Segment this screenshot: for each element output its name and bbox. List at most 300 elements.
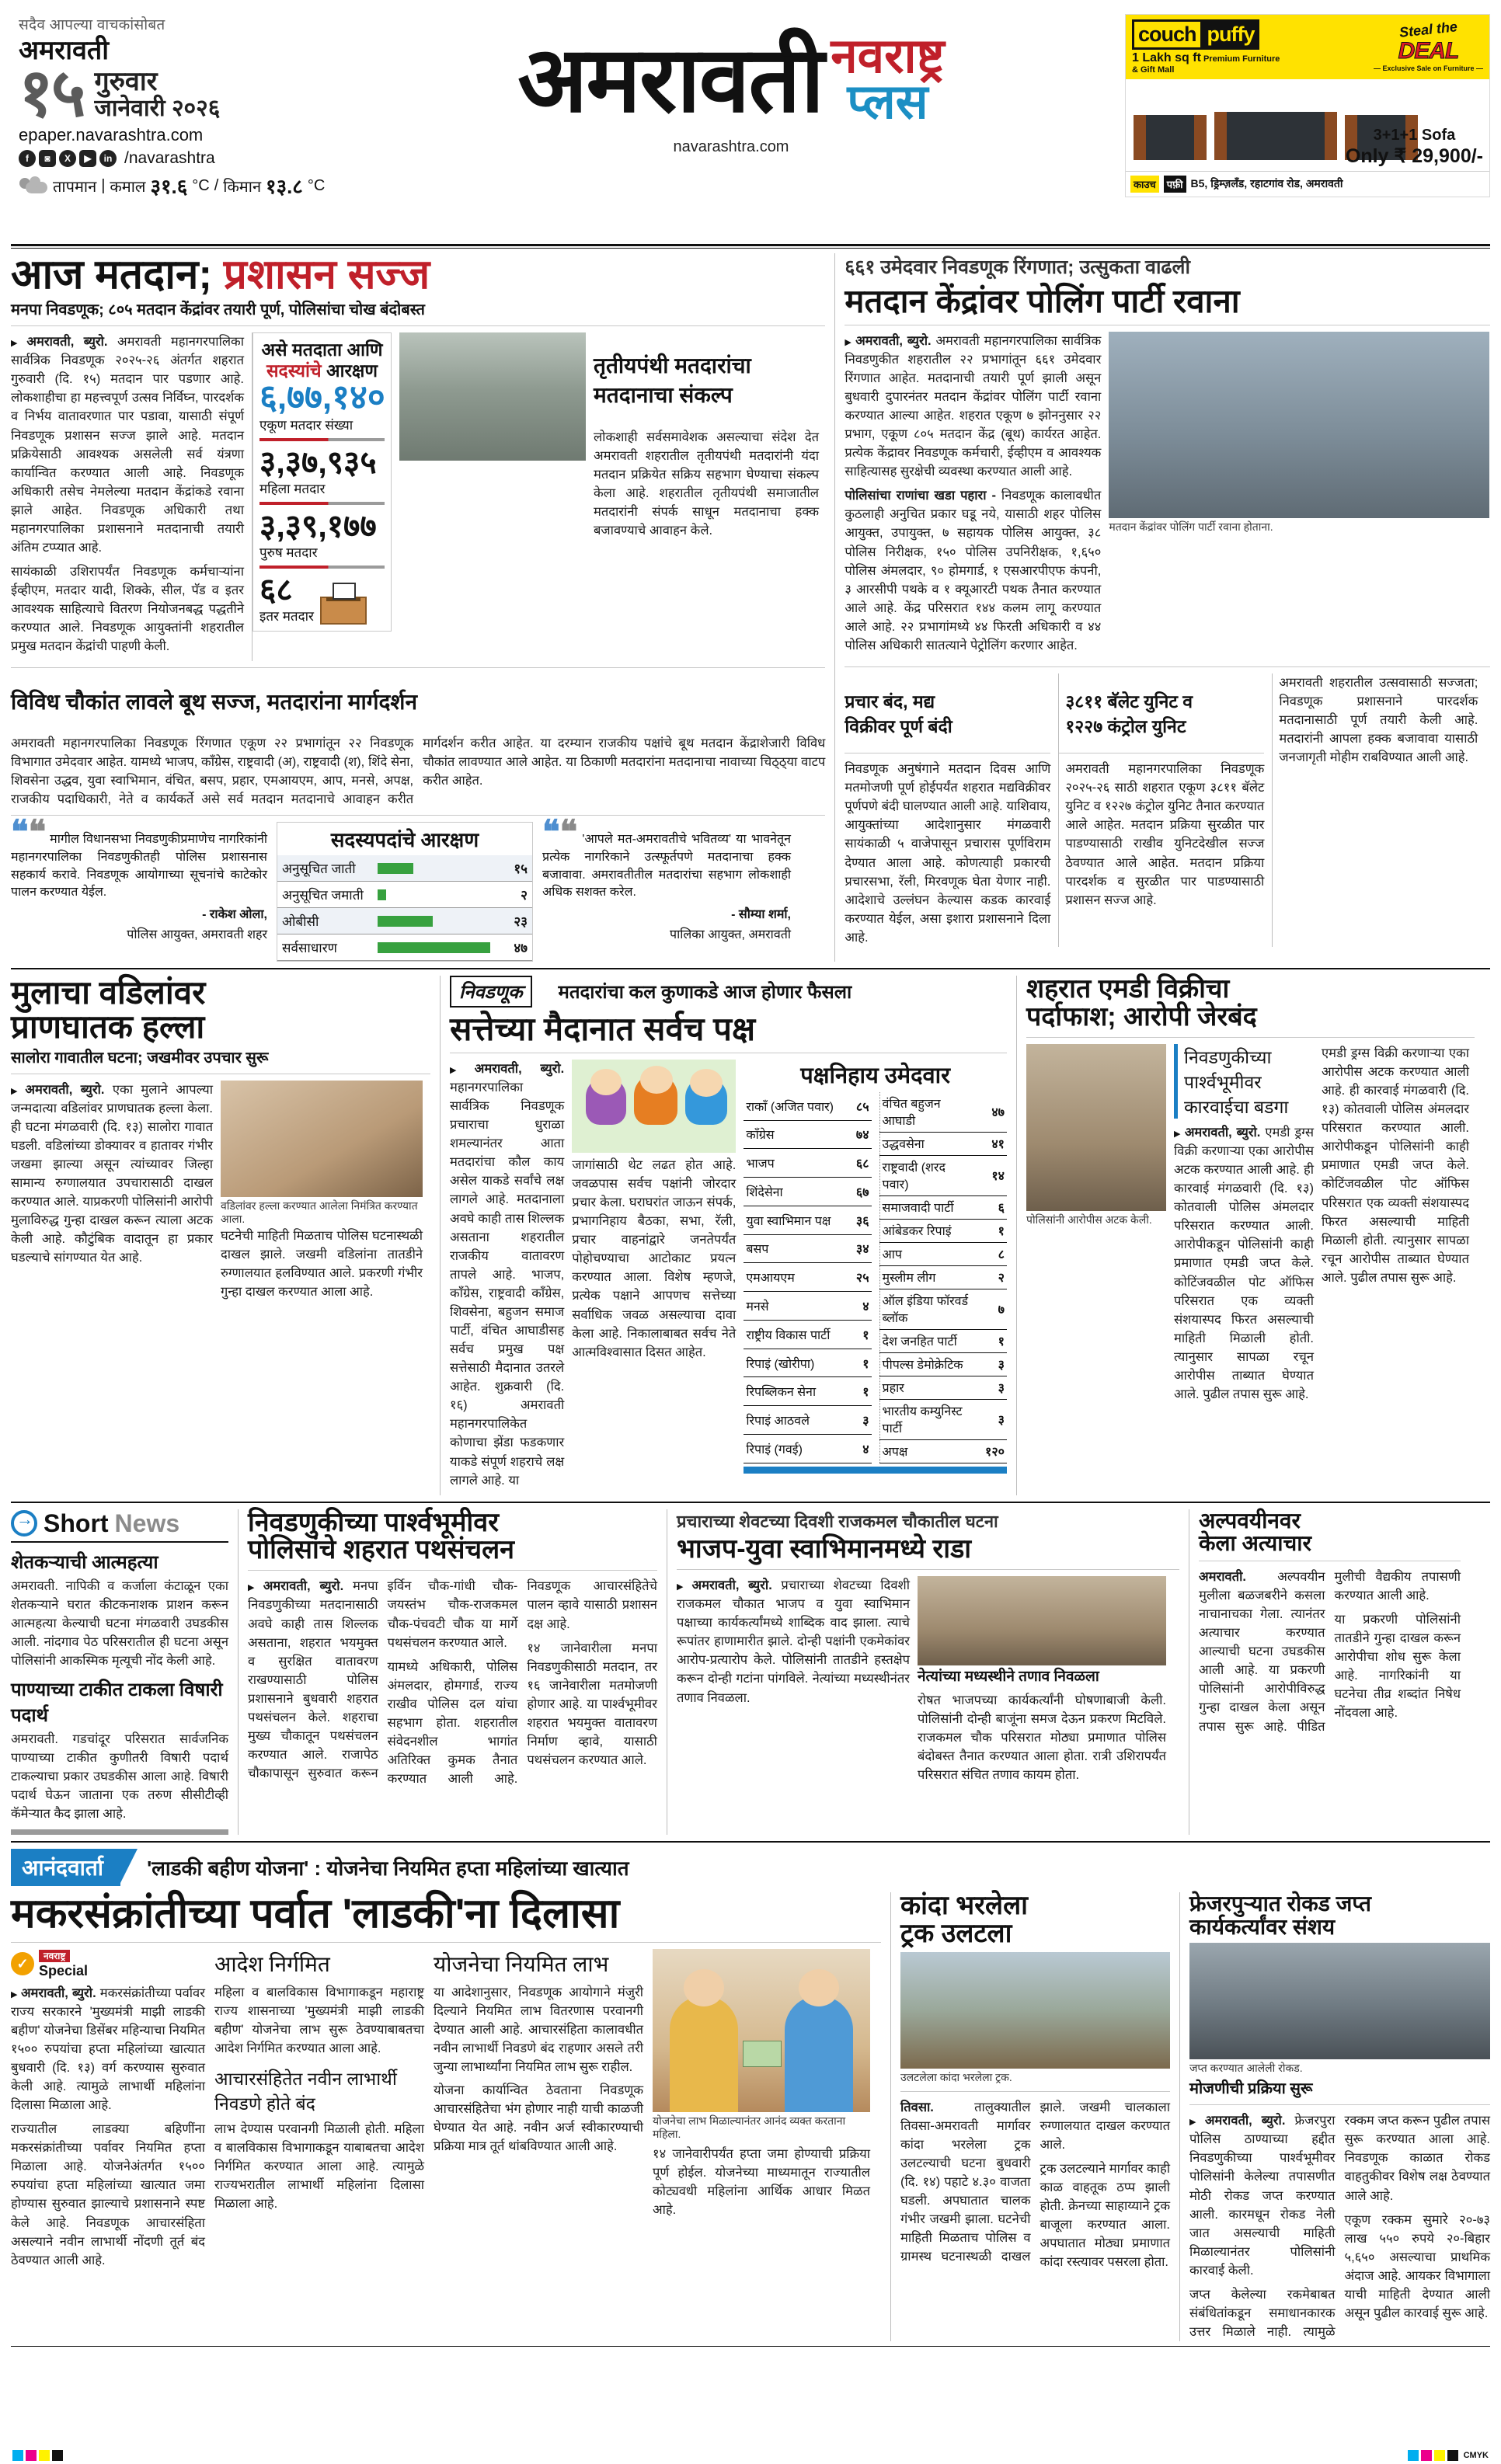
party-name: युवा स्वाभिमान पक्ष xyxy=(744,1206,838,1234)
page-bottom-rule xyxy=(11,2346,1490,2347)
evm-units-body: अमरावती महानगरपालिका निवडणूक २०२५-२६ साठी शहरात एकूण ३८११ बॅलेट युनिट व १२२७ कंट्रोल युनिट तैनात करण्यात आले आहेत. मतदान प्रक्रिया सुरळीत पार पाडण्यासाठी राखीव युनिटदेखील सज्ज ठेवण्यात आले आहेत. मतदान प्रक्रिया पारदर्शक व सुरळीत पार पाडण्यासाठी प्रशासन सज्ज आहे. xyxy=(1065,762,1265,907)
party-name: पीपल्स डेमोक्रेटिक xyxy=(879,1352,974,1376)
party-table-right xyxy=(879,1092,1007,1463)
party-row xyxy=(879,1195,1007,1219)
badge-text: Special xyxy=(39,1962,89,1979)
stat-label-male: पुरुष मतदार xyxy=(259,545,318,560)
reservation-row xyxy=(277,882,532,908)
badge-brand: नवराष्ट्र xyxy=(39,1950,70,1962)
stat-label-other: इतर मतदार xyxy=(259,608,314,624)
onion-headline-l1: कांदा भरलेला xyxy=(900,1891,1028,1921)
ad-brand-couch: couch xyxy=(1132,19,1203,50)
party-row xyxy=(879,1132,1007,1155)
stat-divider-0 xyxy=(259,438,385,441)
party-name: अपक्ष xyxy=(879,1439,974,1463)
party-row xyxy=(744,1092,871,1120)
minor-headline xyxy=(1199,1509,1461,1554)
x-icon[interactable]: X xyxy=(59,150,76,167)
party-name: राष्ट्रीय विकास पार्टी xyxy=(744,1320,838,1349)
cmyk-magenta xyxy=(26,2450,37,2461)
cash-seized-story xyxy=(1179,1892,1490,2341)
party-name: देश जनहित पार्टी xyxy=(879,1329,974,1352)
party-name: भारतीय कम्युनिस्ट पार्टी xyxy=(879,1399,974,1439)
stat-row-2 xyxy=(259,507,385,561)
temp-unit-max: °C xyxy=(192,176,210,194)
quote-mark-icon: ❝❝ xyxy=(11,813,47,851)
md-headline-l1: शहरात एमडी विक्रीचा xyxy=(1026,974,1230,1004)
reservation-chart xyxy=(277,822,533,962)
stat-row-0 xyxy=(259,378,385,433)
bjp-clash-subhead: नेत्यांच्या मध्यस्थीने तणाव निवळला xyxy=(918,1669,1099,1686)
party-row xyxy=(879,1376,1007,1399)
party-table-rule xyxy=(744,1467,1007,1474)
party-row xyxy=(744,1120,871,1149)
attack-text xyxy=(11,1081,213,1301)
temp-min-value: १३.८ xyxy=(266,175,303,199)
cmyk-marks-left xyxy=(12,2450,63,2461)
ad-offer-line2: Only ₹ 29,900/- xyxy=(1345,144,1483,167)
evm-headline-l1: ३८११ बॅलेट युनिट व xyxy=(1065,691,1193,712)
ballot-box-icon xyxy=(320,581,367,625)
party-row xyxy=(744,1377,871,1406)
party-table-block xyxy=(744,1060,1007,1495)
stat-value-male: ३,३९,१७७ xyxy=(259,507,377,544)
attack-photo-col xyxy=(221,1081,423,1301)
second-band xyxy=(11,976,1490,1495)
party-row xyxy=(744,1434,871,1463)
election-cartoon-col xyxy=(572,1060,736,1495)
onion-headline-l2: ट्रक उलटला xyxy=(900,1918,1012,1948)
party-row xyxy=(879,1219,1007,1242)
lead-body: अमरावती महानगरपालिका सार्वत्रिक निवडणूक २०२५-२६ अंतर्गत शहरात गुरुवारी (दि. १५) मतदान पार पडणार आहे. लोकशाहीचा हा महत्त्वपूर्ण उत्सव निर्विघ्न, पारदर्शक व निर्भय वातावरणात पार पडावा, यासाठी संपूर्ण निवडणूक प्रशासन सज्ज झाले आहे. मतदान प्रक्रियेसाठी आवश्यक असलेली सर्व यंत्रणा कार्यान्वित करण्यात आली आहे. निवडणूक अधिकारी तसेच नेमलेल्या मतदान केंद्रांकडे रवाना झाले आहेत. निवडणूक अधिकारी तथा महानगरपालिका प्रशासनाने मतदानाची तयारी अंतिम टप्प्यात आहे. xyxy=(11,335,244,555)
date-day: १५ xyxy=(19,56,84,131)
cash-headline xyxy=(1189,1892,1490,1937)
cash-body-2: जप्त केलेल्या रकमेबाबत संबंधितांकडून समाधानकारक उत्तर मिळाले नाही. त्यामुळे रक्कम जप्त करून पुढील तपास सुरू करण्यात आला आहे. निवडणूक काळात रोकड वाहतुकीवर विशेष लक्ष ठेवण्यात आले आहे. xyxy=(1189,2114,1490,2340)
temp-min-label: किमान xyxy=(223,178,262,196)
party-candidate-count: १ xyxy=(974,1329,1007,1352)
party-name: प्रहार xyxy=(879,1376,974,1399)
party-row xyxy=(744,1320,871,1349)
police-march-headline-l1: निवडणुकीच्या पार्श्वभूमीवर xyxy=(248,1507,500,1537)
short-news-rule xyxy=(11,1829,228,1835)
reservation-bar-gen xyxy=(378,942,490,953)
polling-party-story xyxy=(834,253,1490,962)
reservation-bar-obc xyxy=(378,916,433,927)
party-name: आप xyxy=(879,1242,974,1265)
attack-body-2: घटनेची माहिती मिळताच पोलिस घटनास्थळी दाखल झाले. जखमी वडिलांना तातडीने रुग्णालयात हलविण्यात आले. प्रकरणी गंभीर गुन्हा दाखल करण्यात आला आहे. xyxy=(221,1228,423,1299)
stats-title-l2-red: सदस्यांचे xyxy=(266,360,322,381)
police-march-story xyxy=(238,1509,657,1836)
party-row xyxy=(744,1349,871,1377)
booth-body: अमरावती महानगरपालिका निवडणूक रिंगणात एकूण २२ प्रभागांतून २२ निवडणूक विभागात उमेदवार आहेत. यामध्ये भाजप, काँग्रेस, राष्ट्रवादी (अ), राष्ट्रवादी (श), शिंदे सेना, शिवसेना उद्धव, युवा स्वाभिमान, वंचित, बसप, प्रहार, एमआयएम, आप, मनसे, अपक्ष, राजकीय पदाधिकारी, नेते व कार्यकर्ते असे सर्व मतदान मतदानाचे आवाहन करीत मार्गदर्शन करीत आहेत. या दरम्यान राजकीय पक्षांचे बूथ मतदान केंद्राशेजारी विविध चौकांत लावण्यात आले आहेत. या ठिकाणी मतदारांना मतदानाचा नावाच्या चिठ्ठ्या वाटप करीत आहेत. xyxy=(11,736,826,807)
politicians-cartoon xyxy=(572,1060,736,1153)
onion-headline xyxy=(900,1892,1170,1947)
party-name: मनसे xyxy=(744,1292,838,1321)
bjp-clash-story xyxy=(667,1509,1179,1836)
short-news-header xyxy=(11,1509,228,1543)
evm-headline-l2: १२२७ कंट्रोल युनिट xyxy=(1065,716,1186,737)
party-candidate-count: ८ xyxy=(974,1242,1007,1265)
polling-photo xyxy=(1109,332,1489,518)
ladki-photo-col xyxy=(653,1949,870,2275)
date-month-year: जानेवारी २०२६ xyxy=(94,95,221,121)
lead-photo-voters xyxy=(399,332,586,461)
onion-body: तालुक्यातील तिवसा-अमरावती मार्गावर कांदा भरलेला ट्रक उलटल्याची घटना बुधवारी (दि. १४) पहाटे ४.३० वाजता घडली. अपघातात चालक गंभीर जखमी झाला. घटनेची माहिती मिळताच पोलिस व ग्रामस्थ घटनास्थळी दाखल झाले. जखमी चालकाला रुग्णालयात दाखल करण्यात आले. xyxy=(900,2100,1170,2264)
cmyk-yellow xyxy=(39,2450,50,2461)
reservation-title: सदस्यपदांचे आरक्षण xyxy=(330,828,479,852)
party-name: काँग्रेस xyxy=(744,1120,838,1149)
party-table xyxy=(744,1092,1007,1463)
party-candidate-count: ४७ xyxy=(974,1092,1007,1133)
edition-city: अमरावती xyxy=(19,36,110,65)
party-name: भाजप xyxy=(744,1149,838,1178)
reservation-value-obc: २३ xyxy=(495,908,532,934)
social-handle: /navarashtra xyxy=(124,149,215,168)
cash-headline-l2: कार्यकर्त्यांवर संशय xyxy=(1189,1914,1336,1939)
party-row xyxy=(879,1439,1007,1463)
short-news-arrow-icon xyxy=(11,1510,37,1537)
md-photo-caption: पोलिसांनी आरोपीस अटक केली. xyxy=(1026,1213,1152,1226)
cash-photo-caption: जप्त करण्यात आलेली रोकड. xyxy=(1189,2061,1303,2074)
police-march-body-3: १४ जानेवारीला मनपा निवडणुकीसाठी मतदान, तर १६ जानेवारीला मतमोजणी होणार आहे. या पार्श्वभूमीवर शहरात भयमुक्त वातावरण निर्माण व्हावे, यासाठी पथसंचलन करण्यात आले. xyxy=(527,1641,657,1768)
party-row xyxy=(744,1149,871,1178)
social-links[interactable] xyxy=(19,149,337,168)
website-link[interactable]: navarashtra.com xyxy=(673,137,789,155)
cmyk-black xyxy=(52,2450,63,2461)
evm-units-story xyxy=(1058,673,1264,947)
bjp-clash-body-2: रोषत भाजपच्या कार्यकर्त्यांनी घोषणाबाजी केली. पोलिसांनी दोन्ही बाजूंना समज देऊन प्रकरण मिटविले. राजकमल चौक परिसरात मोठ्या प्रमाणात पोलिस बंदोबस्त तैनात करण्यात आला होता. रात्री उशिरापर्यंत परिसरात संचित तणाव कायम होता. xyxy=(918,1693,1166,1783)
md-body: एमडी ड्रग्स विक्री करणाऱ्या एका आरोपीस अटक करण्यात आली आहे. ही कारवाई मंगळवारी (दि. १३) कोतवाली पोलिस अंमलदार परिसरात करण्यात आली. आरोपीकडून पोलिसांनी काही प्रमाणात एमडी जप्त केले. कोटिंजवळील पोट ऑफिस परिसरात एक व्यक्ती संशयास्पद फिरत असल्याची माहिती मिळाली होती. त्यानुसार सापळा रचून आरोपीस ताब्यात घेण्यात आले. पुढील तपास सुरू आहे. xyxy=(1174,1125,1314,1402)
party-candidate-count: १ xyxy=(839,1320,872,1349)
stat-label-total: एकूण मतदार संख्या xyxy=(259,417,353,433)
party-row xyxy=(744,1178,871,1206)
md-photo xyxy=(1026,1044,1166,1211)
police-march-headline-l2: पोलिसांचे शहरात पथसंचलन xyxy=(248,1535,515,1565)
ad-steal-deal xyxy=(1373,18,1483,72)
short-news-block xyxy=(11,1509,228,1836)
polling-photo-caption: मतदान केंद्रांवर पोलिंग पार्टी रवाना होताना. xyxy=(1109,520,1273,533)
logo-main-title: अमरावती xyxy=(517,28,824,131)
ad-tagline-1: Premium Furniture xyxy=(1203,54,1280,64)
stat-value-other: ६८ xyxy=(259,571,293,607)
party-name: रिपब्लिकन सेना xyxy=(744,1377,838,1406)
party-candidate-count: ७४ xyxy=(839,1120,872,1149)
md-body-extra xyxy=(1322,1044,1469,1409)
short-news-title1: Short xyxy=(44,1509,109,1537)
bjp-clash-kicker: प्रचाराच्या शेवटच्या दिवशी राजकमल चौकातील घटना xyxy=(677,1511,998,1531)
party-candidate-count: २५ xyxy=(839,1263,872,1292)
bjp-clash-photo xyxy=(918,1576,1166,1665)
minor-headline-l2: केला अत्याचार xyxy=(1199,1530,1312,1555)
ad-steal-line3: — Exclusive Sale on Furniture — xyxy=(1373,64,1483,72)
ladki-photo-caption: योजनेचा लाभ मिळाल्यानंतर आनंद व्यक्त करताना महिला. xyxy=(653,2114,846,2141)
lead-photo-col xyxy=(399,332,586,661)
party-row xyxy=(879,1265,1007,1289)
md-sale-story xyxy=(1016,976,1475,1495)
lead-story xyxy=(11,253,825,962)
party-candidate-count: १ xyxy=(839,1349,872,1377)
stat-divider-1 xyxy=(259,502,385,505)
party-row xyxy=(879,1329,1007,1352)
party-candidate-count: २ xyxy=(974,1265,1007,1289)
election-kicker: मतदारांचा कल कुणाकडे आज होणार फैसला xyxy=(558,982,852,1004)
masthead-advertisement[interactable] xyxy=(1125,14,1490,197)
ladki-photo xyxy=(653,1949,870,2112)
reservation-label-sc: अनुसूचित जाती xyxy=(277,855,373,882)
section-flag-election: निवडणूक xyxy=(450,976,532,1008)
ladki-headline: मकरसंक्रांतीच्या पर्वात 'लाडकी'ना दिलासा xyxy=(11,1891,620,1937)
lead-headline xyxy=(11,253,825,296)
party-candidate-count: ४१ xyxy=(974,1132,1007,1155)
party-candidate-count: १ xyxy=(974,1219,1007,1242)
md-headline xyxy=(1026,976,1475,1031)
masthead-date-block xyxy=(11,14,337,200)
lead-subhead: मनपा निवडणूक; ८०५ मतदान केंद्रांवर तयारी पूर्ण, पोलिसांचा चोख बंदोबस्त xyxy=(11,301,425,319)
stat-value-female: ३,३७,९३५ xyxy=(259,444,377,480)
minor-assault-story xyxy=(1189,1509,1461,1836)
stat-divider-2 xyxy=(259,566,385,569)
party-candidate-count: १४ xyxy=(974,1155,1007,1195)
linkedin-icon[interactable]: in xyxy=(99,150,117,167)
attack-body: एका मुलाने आपल्या जन्मदात्या वडिलांवर प्राणघातक हल्ला केला. ही घटना मंगळवारी (दि. १३) सालोरा गावात घडली. वडिलांच्या डोक्यावर व हातावर गंभीर जखमा झाल्या असून त्यांच्यावर जिल्हा सामान्य रुग्णालयात उपचारासाठी दाखल करण्यात आले. याप्रकरणी पोलिसांनी आरोपी मुलाविरुद्ध गुन्हा दाखल करून त्याला अटक केली आहे. कौटुंबिक वादातून हा प्रकार घडल्याचे सांगण्यात येत आहे. xyxy=(11,1082,213,1265)
police-march-body-2: यामध्ये अधिकारी, पोलिस अंमलदार, होमगार्ड, राज्य राखीव पोलिस दल यांचा सहभाग होता. शहरातील संवेदनशील भागांत अतिरिक्त कुमक तैनात करण्यात आली आहे. निवडणूक आचारसंहितेचे पालन व्हावे यासाठी प्रशासन दक्ष आहे. xyxy=(387,1579,657,1787)
attack-photo xyxy=(221,1081,423,1197)
party-table-left xyxy=(744,1092,871,1463)
bottom-band xyxy=(11,1892,1490,2341)
instagram-icon[interactable]: ◙ xyxy=(39,150,56,167)
attack-headline-l1: मुलाचा वडिलांवर xyxy=(11,974,206,1011)
reservation-bar-sc xyxy=(378,863,414,874)
liquor-ban-headline xyxy=(845,688,1050,738)
third-gender-headline-l2: मतदानाचा संकल्प xyxy=(594,383,733,408)
epaper-link[interactable]: epaper.navarashtra.com xyxy=(19,125,204,145)
quote-police-text: मागील विधानसभा निवडणुकीप्रमाणेच नागरिकांनी महानगरपालिका निवडणुकीतही पोलिस प्रशासनास सहकार्य करावे. निवडणूक आयोगाच्या सूचनांचे काटेकोर पालन करण्यात येईल. xyxy=(11,833,267,900)
quote-commissioner-designation: पालिका आयुक्त, अमरावती xyxy=(670,928,791,942)
ad-address: B5, ड्रिम्ज़लँड, रहाटगांव रोड, अमरावती xyxy=(1190,177,1343,190)
election-body-2: जागांसाठी थेट लढत होत आहे. जवळपास सर्वच पक्षांनी जोरदार प्रचार केला. घराघरांत जाऊन संपर्क, प्रभागनिहाय बैठका, सभा, रॅली, प्रचार वाहनांद्वारे जनतेपर्यंत पोहोचण्याचा आटोकाट प्रयत्न करण्यात आला. विशेष म्हणजे, प्रत्येक पक्षाने आपणच सत्तेच्या सर्वाधिक जवळ असल्याचा दावा केला आहे. निकालाबाबत सर्वच नेते आत्मविश्वासात दिसत आहेत. xyxy=(572,1157,737,1359)
onion-byline: तिवसा. xyxy=(900,2100,934,2114)
cash-photo xyxy=(1189,1943,1490,2059)
party-name: शिंदेसेना xyxy=(744,1178,838,1206)
minor-body: अल्पवयीन मुलीला बळजबरीने कसला नाचानाचका गेला. त्यानंतर अत्याचार करण्यात आल्याची घटना उघडकीस आली आहे. या प्रकरणी पोलिसांनी आरोपीविरुद्ध गुन्हा दाखल केला असून तपास सुरू आहे. पीडित मुलीची वैद्यकीय तपासणी करण्यात आली आहे. xyxy=(1199,1569,1461,1734)
temp-divider: | xyxy=(101,176,106,194)
md-callout-l2: पार्श्वभूमीवर xyxy=(1184,1071,1262,1092)
party-name: रिपाइं (गवई) xyxy=(744,1434,838,1463)
md-photo-col xyxy=(1026,1044,1166,1409)
police-march-headline xyxy=(248,1509,657,1564)
party-row xyxy=(879,1289,1007,1329)
polling-body: अमरावती महानगरपालिका सार्वत्रिक निवडणुकीत शहरातील २२ प्रभागांतून ६६१ उमेदवार रिंगणात आहेत. मतदानाची तयारी पूर्ण झाली असून बुधवारी दुपारनंतर मतदान केंद्रांवर पोलिंग पार्टी रवाना करण्यात आल्या आहेत. शहरात एकूण ७ झोननुसार २२ प्रभाग, एकूण ८०५ मतदान केंद्र (बूथ) कार्यरत आहेत. प्रत्येक केंद्रावर निवडणूक कर्मचारी, ईव्हीएम व आवश्यक साहित्यासह सुरक्षेची व्यवस्था करण्यात आली आहे. xyxy=(845,333,1102,479)
cmyk-yellow xyxy=(1434,2450,1445,2461)
third-band xyxy=(11,1509,1490,1836)
readiness-body: अमरावती शहरातील उत्सवासाठी सज्जता; निवडणूक प्रशासनाने पारदर्शक मतदानासाठी पूर्ण तयारी केली आहे. मतदारांनी आपला हक्क बजावावा यासाठी जनजागृती मोहीम राबविण्यात आली आहे. xyxy=(1279,676,1478,765)
bjp-clash-text xyxy=(677,1576,910,1784)
short-news-title2: News xyxy=(114,1509,180,1537)
ad-offer-line1: 3+1+1 Sofa xyxy=(1373,126,1456,144)
third-gender-body: लोकशाही सर्वसमावेशक असल्याचा संदेश देत अमरावती शहरातील तृतीयपंथी मतदारांनी यंदा मतदान प्रक्रियेत सक्रिय सहभाग घेण्याचा संकल्प केला आहे. शहरातील तृतीयपंथी समाजातील मतदारांनी संपर्क साधून मतदानाचा हक्क बजावण्याचे आवाहन केले. xyxy=(594,430,819,538)
party-name: राष्ट्रवादी (शरद पवार) xyxy=(879,1155,974,1195)
bjp-clash-photo-col xyxy=(918,1576,1166,1784)
bjp-clash-body: प्रचाराच्या शेवटच्या दिवशी राजकमल चौकात भाजप व युवा स्वाभिमान पक्षाच्या कार्यकर्त्यांमध्ये शाब्दिक वाद झाला. त्याचे रूपांतर हाणामारीत झाले. दोन्ही पक्षांनी एकमेकांवर आरोप-प्रत्यारोप केले. पोलिसांनी तातडीने हस्तक्षेप करून दोन्ही गटांना पांगविले. नेत्यांच्या मध्यस्थीनंतर तणाव निवळला. xyxy=(677,1578,910,1705)
anandvarta-header xyxy=(11,1849,1490,1886)
police-march-body: मनपा निवडणुकीच्या मतदानासाठी अवघे काही तास शिल्लक असताना, शहरात भयमुक्त व सुरक्षित वातावरण राखण्यासाठी पोलिस प्रशासनाने बुधवारी शहरात पथसंचलन केले. शहराचा मुख्य चौकातून पथसंचलन करण्यात आले. राजापेठ चौकापासून सुरुवात करून इर्विन चौक-गांधी चौक-जयस्तंभ चौक-राजकमल चौक-पंचवटी चौक या मार्गे पथसंचलन करण्यात आले. xyxy=(248,1579,518,1781)
quote-police-author: - राकेश ओला, xyxy=(202,908,267,922)
facebook-icon[interactable]: f xyxy=(19,150,36,167)
quote-commissioner-author: - सौम्या शर्मा, xyxy=(731,908,791,922)
attack-headline xyxy=(11,976,430,1043)
liquor-headline-l1: प्रचार बंद, मद्य xyxy=(845,691,935,712)
masthead xyxy=(11,0,1490,241)
masthead-rule-thick xyxy=(11,244,1490,246)
lead-headline-part2: प्रशासन सज्ज xyxy=(223,252,430,298)
onion-photo xyxy=(900,1952,1170,2069)
party-candidate-count: १२० xyxy=(974,1439,1007,1463)
cash-headline-l1: फ्रेजरपुऱ्यात रोकड जप्त xyxy=(1189,1892,1371,1916)
party-row xyxy=(744,1406,871,1435)
anandvarta-kicker: 'लाडकी बहीण योजना' : योजनेचा नियमित हप्ता महिलांच्या खात्यात xyxy=(147,1857,629,1881)
party-name: समाजवादी पार्टी xyxy=(879,1195,974,1219)
temp-label: तापमान xyxy=(53,178,97,196)
short-news-item-0-body: अमरावती. नापिकी व कर्जाला कंटाळून एका शेतकऱ्याने घरात कीटकनाशक प्राशन करून आत्महत्या केल्याची घटना मंगळवारी उघडकीस आली. नांदगाव पेठ परिसरातील ही घटना असून पोलिसांनी आकस्मिक मृत्यूची नोंद केली आहे. xyxy=(11,1578,228,1668)
sun-cloud-icon xyxy=(19,176,48,196)
liquor-headline-l2: विक्रीवर पूर्ण बंदी xyxy=(845,716,952,737)
party-candidate-count: ६ xyxy=(974,1195,1007,1219)
stats-panel xyxy=(252,332,392,661)
party-candidate-count: ६७ xyxy=(839,1178,872,1206)
reservation-row xyxy=(277,934,532,961)
md-headline-l2: पर्दाफाश; आरोपी जेरबंद xyxy=(1026,1001,1257,1032)
onion-truck-story xyxy=(890,1892,1170,2341)
md-callout-l3: कारवाईचा बडगा xyxy=(1184,1096,1289,1117)
cmyk-marks-right xyxy=(1408,2450,1489,2461)
polling-text-col xyxy=(845,332,1101,660)
lead-byline: अमरावती, ब्युरो. xyxy=(26,335,108,350)
ad-footer xyxy=(1126,171,1489,197)
stat-value-total: ६,७७,१४० xyxy=(259,378,385,416)
cash-body-3: एकूण रक्कम सुमारे २०-७३ लाख ५५० रुपये २०-बिहार ५,६५० असल्याचा प्राथमिक अंदाज आहे. आयकर विभागाला याची माहिती देण्यात आली असून पुढील कारवाई सुरू आहे. xyxy=(1344,2212,1490,2320)
election-flag-row xyxy=(450,976,1007,1008)
ladki-sub3: आचारसंहितेत नवीन लाभार्थी निवडणे होते बंद xyxy=(214,2068,397,2114)
party-name: वंचित बहुजन आघाडी xyxy=(879,1092,974,1133)
minor-byline: अमरावती. xyxy=(1199,1569,1246,1584)
cmyk-black xyxy=(1447,2450,1458,2461)
short-news-item-1-head: पाण्याच्या टाकीत टाकला विषारी पदार्थ xyxy=(11,1679,223,1727)
party-name: उद्धवसेना xyxy=(879,1132,974,1155)
party-candidate-count: ६८ xyxy=(839,1149,872,1178)
attack-story xyxy=(11,976,430,1495)
party-row xyxy=(879,1242,1007,1265)
minor-body-2: या प्रकरणी पोलिसांनी तातडीने गुन्हा दाखल करून आरोपीचा शोध सुरू केला आहे. नागरिकांनी या घटनेचा तीव्र शब्दांत निषेध नोंदवला आहे. xyxy=(1334,1613,1461,1721)
third-gender-story xyxy=(594,332,819,661)
ladki-body-7: १४ जानेवारीपर्यंत हप्ता जमा होण्याची प्रक्रिया पूर्ण होईल. योजनेच्या माध्यमातून राज्यातील कोट्यवधी महिलांना आर्थिक आधार मिळत आहे. xyxy=(653,2146,870,2217)
polling-headline: मतदान केंद्रांवर पोलिंग पार्टी रवाना xyxy=(845,283,1240,319)
onion-photo-caption: उलटलेला कांदा भरलेला ट्रक. xyxy=(900,2071,1012,2084)
ladki-body-2: राज्यातील लाडक्या बहिणींना मकरसंक्रांतीच्या पर्वावर नियमित हप्ता मिळाला आहे. योजनेअंतर्गत १५०० रुपयांचा हप्ता महिलांच्या खात्यात जमा होण्यास सुरुवात झाल्याचे प्रशासनाने स्पष्ट केले आहे. निवडणूक आचारसंहिता असल्याने नवीन लाभार्थी नोंदणी तूर्त बंद ठेवण्यात आली आहे. xyxy=(11,2122,205,2267)
short-news-item-1-body: अमरावती. गडचांदूर परिसरात सार्वजनिक पाण्याच्या टाकीत कुणीतरी विषारी पदार्थ टाकल्याचा प्रकार उघडकीस आला आहे. विषारी पदार्थ घेऊन जाताना एक तरुण सीसीटीव्ही कॅमेऱ्यात कैद झाला आहे. xyxy=(11,1732,228,1822)
attack-headline-l2: प्राणघातक हल्ला xyxy=(11,1008,205,1045)
cmyk-magenta xyxy=(1421,2450,1432,2461)
reservation-table xyxy=(277,855,532,961)
election-headline: सत्तेच्या मैदानात सर्वच पक्ष xyxy=(450,1011,756,1048)
sofa-chair-left xyxy=(1137,115,1203,160)
cash-sub: मोजणीची प्रक्रिया सुरू xyxy=(1189,2080,1313,2098)
tagline: सदैव आपल्या वाचकांसोबत xyxy=(19,17,165,33)
lead-text-col xyxy=(11,332,244,661)
reservation-bar-st xyxy=(378,889,387,900)
party-candidate-count: ३ xyxy=(974,1352,1007,1376)
reservation-value-st: २ xyxy=(495,882,532,908)
party-candidate-count: ३४ xyxy=(839,1234,872,1263)
stats-title-l2: आरक्षण xyxy=(321,360,378,381)
party-name: ऑल इंडिया फॉरवर्ड ब्लॉक xyxy=(879,1289,974,1329)
quote-mark-icon: ❝❝ xyxy=(542,813,578,851)
polling-sub1-title: पोलिसांचा राणांचा खडा पहारा - xyxy=(845,489,996,503)
ad-product-image xyxy=(1126,79,1489,171)
youtube-icon[interactable]: ▶ xyxy=(79,150,96,167)
stat-row-3 xyxy=(259,571,385,625)
booth-headline: विविध चौकांत लावले बूथ सज्ज, मतदारांना मार्गदर्शन xyxy=(11,689,417,714)
party-row xyxy=(744,1234,871,1263)
party-candidate-count: ३ xyxy=(974,1376,1007,1399)
reservation-row xyxy=(277,855,532,882)
party-row xyxy=(744,1263,871,1292)
readiness-note xyxy=(1272,673,1478,947)
party-table-title: पक्षनिहाय उमेदवार xyxy=(800,1063,951,1088)
ad-steal-line1: Steal the xyxy=(1398,18,1458,40)
ladki-col-1 xyxy=(11,1949,205,2275)
ladki-col-2 xyxy=(214,1949,424,2275)
reservation-label-gen: सर्वसाधारण xyxy=(277,934,373,961)
top-story-band xyxy=(11,253,1490,962)
temp-unit-min: °C xyxy=(307,176,326,194)
ad-header xyxy=(1126,15,1489,79)
md-callout-box xyxy=(1174,1044,1314,1119)
party-candidate-count: ४ xyxy=(839,1292,872,1321)
police-march-byline: अमरावती, ब्युरो. xyxy=(263,1579,344,1594)
party-candidate-count: ३ xyxy=(839,1406,872,1435)
check-badge-icon: ✓ xyxy=(11,1952,34,1975)
reservation-row xyxy=(277,908,532,934)
party-name: राकाँ (अजित पवार) xyxy=(744,1092,838,1120)
evm-units-headline xyxy=(1059,688,1264,738)
party-row xyxy=(744,1206,871,1234)
cmyk-cyan xyxy=(12,2450,23,2461)
third-gender-headline xyxy=(594,350,819,409)
sofa-3seater xyxy=(1217,112,1334,160)
election-text-col1 xyxy=(450,1060,564,1495)
liquor-ban-body: निवडणूक अनुषंगाने मतदान दिवस आणि मतमोजणी पूर्ण होईपर्यंत शहरात मद्यविक्रीवर पूर्णपणे बंदी घालण्यात आली आहे. याशिवाय, आयुक्तांच्या आदेशानुसार मंगळवारी सायंकाळी ५ वाजेपासून प्रचारास पूर्णविराम देण्यात आला आहे. कोणत्याही प्रकारची प्रचारसभा, रॅली, मिरवणूक घेता येणार नाही. आदेशाचे उल्लंघन केल्यास कडक कारवाई करण्यात येईल, असा इशारा प्रशासनाने दिला आहे. xyxy=(845,762,1051,945)
special-badge xyxy=(11,1949,205,1979)
cash-byline: अमरावती, ब्युरो. xyxy=(1204,2114,1286,2128)
lead-body-2: सायंकाळी उशिरापर्यंत निवडणूक कर्मचाऱ्यांना ईव्हीएम, मतदार यादी, शिक्के, सील, पॅड व इतर आवश्यक साहित्याचे वितरण नियोजनबद्ध पद्धतीने करण्यात आले. निवडणूक आयुक्तांनी शहरातील प्रमुख मतदान केंद्रांची पाहणी केली. xyxy=(11,565,244,654)
ladki-byline: अमरावती, ब्युरो. xyxy=(20,1985,96,2000)
short-news-item-0-head: शेतकऱ्याची आत्महत्या xyxy=(11,1551,158,1573)
ladki-sub2: योजनेचा नियमित लाभ xyxy=(434,1951,609,1976)
party-name: रिपाइं (खोरीपा) xyxy=(744,1349,838,1377)
attack-subhead: सालोरा गावातील घटना; जखमीवर उपचार सुरू xyxy=(11,1049,269,1067)
ladki-body-4: या आदेशानुसार, निवडणूक आयोगाने मंजुरी दिल्याने नियमित लाभ वितरणास परवानगी देण्यात आली आहे. आचारसंहिता कालावधीत नवीन लाभार्थी निवडणे बंद राहणार असले तरी जुन्या लाभार्थ्यांना नियमित लाभ सुरू राहील. xyxy=(434,1985,643,2074)
onion-body-2: ट्रक उलटल्याने मार्गावर काही काळ वाहतूक ठप्प झाली होती. क्रेनच्या साहाय्याने ट्रक बाजूला करण्यात आला. अपघातात मोठ्या प्रमाणात कांदा रस्त्यावर पसरला होता. xyxy=(1040,2161,1170,2270)
party-candidate-count: ७ xyxy=(974,1289,1007,1329)
date-weekday: गुरुवार xyxy=(94,67,158,96)
reservation-label-obc: ओबीसी xyxy=(277,908,373,934)
date-row xyxy=(19,56,337,131)
masthead-logo xyxy=(337,14,1125,156)
logo-sub-navarashtra: नवराष्ट्र xyxy=(831,30,945,83)
bjp-clash-byline: अमरावती, ब्युरो. xyxy=(691,1578,772,1593)
quote-police-designation: पोलिस आयुक्त, अमरावती शहर xyxy=(127,928,267,942)
md-body-extra-text: एमडी ड्रग्स विक्री करणाऱ्या एका आरोपीस अटक करण्यात आली आहे. ही कारवाई मंगळवारी (दि. १३) कोतवाली पोलिस अंमलदार परिसरात करण्यात आली. आरोपीकडून पोलिसांनी काही प्रमाणात एमडी जप्त केले. कोटिंजवळील पोट ऑफिस परिसरात एक व्यक्ती संशयास्पद फिरत असल्याची माहिती मिळाली होती. त्यानुसार सापळा रचून आरोपीस ताब्यात घेण्यात आले. पुढील तपास सुरू आहे. xyxy=(1322,1046,1469,1285)
